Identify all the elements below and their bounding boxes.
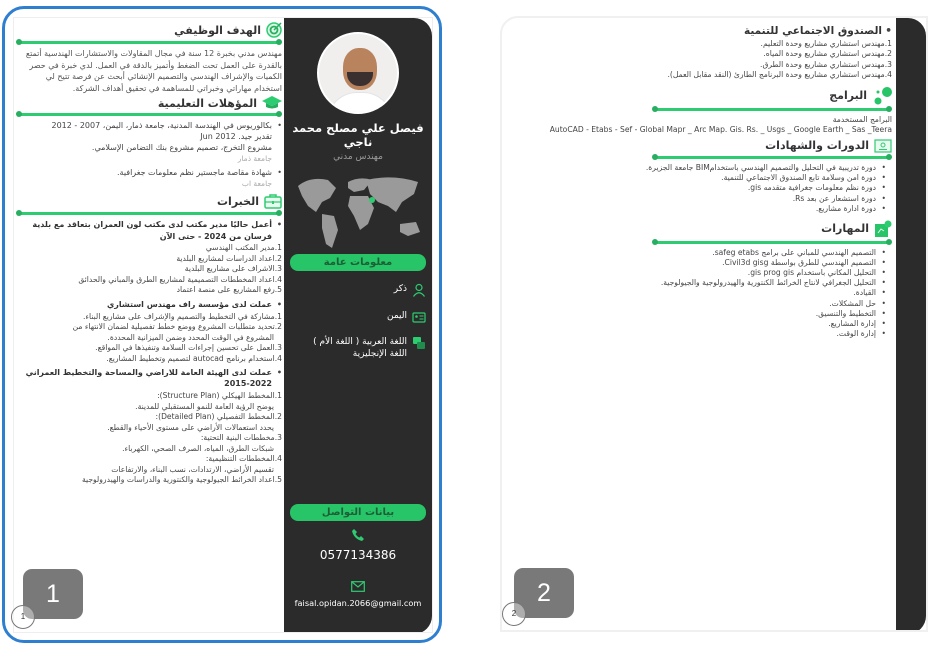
page-2-main-column xyxy=(502,18,898,632)
profile-name: فيصل علي مصلح محمد ناجي xyxy=(292,121,424,149)
task: شبكات الطرق، المياه، الصرف الصحي، الكهرباء. xyxy=(122,443,274,453)
email-icon xyxy=(351,581,365,592)
education-list xyxy=(16,120,282,189)
fund-tasks xyxy=(504,39,892,81)
section-divider xyxy=(654,241,890,244)
task: 3.مهندس استشاري مشاريع وحدة الطرق. xyxy=(760,59,892,69)
general-info-header: معلومات عامة xyxy=(290,254,426,271)
page-number-1: 1 xyxy=(11,605,35,629)
task: 1.المخطط الهيكلي (Structure Plan): xyxy=(157,391,282,401)
experience-list xyxy=(16,219,282,242)
section-divider xyxy=(18,113,280,116)
section-divider xyxy=(654,156,890,159)
skill-item: • التصميم الهندسي للمباني على برامج safeg etabs. xyxy=(504,248,886,258)
email-address: faisal.opidan.2066@gmail.com xyxy=(294,598,422,608)
education-item xyxy=(16,120,282,164)
task: المشروع في الوقت المحدد وضمن الميزانية المحددة. xyxy=(107,332,274,342)
country-value: اليمن xyxy=(386,311,407,321)
task: 1.مدير المكتب الهندسي xyxy=(205,243,282,253)
gender-value: ذكر xyxy=(393,284,407,294)
puzzle-icon xyxy=(874,220,892,238)
course-item: • دورة امن وسلامة تابع الصندوق الاجتماعي للتنمية. xyxy=(504,173,886,183)
objective-title: الهدف الوظيفي xyxy=(174,23,261,37)
skills-list xyxy=(504,248,886,340)
fund-title: • الصندوق الاجتماعي للتنمية xyxy=(504,24,892,38)
education-grade: تقدير جيد. Jun 2012 xyxy=(200,132,272,142)
job-tasks xyxy=(16,391,282,486)
user-icon xyxy=(412,283,426,297)
task: 3.مخططات البنية التحتية: xyxy=(200,433,282,443)
objective-text: مهندس مدني بخبرة 12 سنة في مجال المقاولات والاستشارات الهندسية أتمتع بالقدرة على العمل تحت الضغط وأتميز بالدقة في العمل. لدي خبرة في حصر الكميات والإشراف الهندسي والتصميم الإنشائي أبحث عن فرصة تتيح لي استخدام مهاراتي وخبراتي للمساهمة في تحقيق أهداف الشركة. xyxy=(25,49,282,93)
phone-number: 0577134386 xyxy=(319,548,397,562)
page-badge-1: 1 xyxy=(23,569,83,619)
graduation-cap-icon xyxy=(262,96,282,110)
job-tasks xyxy=(16,243,282,296)
dots-icon xyxy=(872,87,892,105)
page-1-sidebar xyxy=(284,18,432,633)
page-number-2: 2 xyxy=(502,602,526,626)
section-divider xyxy=(654,108,890,111)
skill-item: • التحليل المكاني باستخدام gis prog gis. xyxy=(504,268,886,278)
task: 4.استخدام برنامج autocad لتصميم وتخطيط المشاريع. xyxy=(106,353,282,363)
programs-title: البرامج xyxy=(829,89,867,103)
target-icon xyxy=(266,22,282,38)
course-item: • دورة ادارة مشاريع. xyxy=(504,204,886,214)
skill-item: • إدارة الوقت. xyxy=(504,329,886,339)
briefcase-icon xyxy=(264,193,282,209)
task: 1.مشاركة في التخطيط والتصميم والإشراف على مشاريع البناء. xyxy=(83,311,282,321)
fund-list xyxy=(504,24,892,38)
task: تقسيم الأراضي، الارتدادات، نسب البناء، والارتفاعات xyxy=(111,464,274,474)
education-place: جامعة اب xyxy=(241,179,272,189)
skill-item: • القيادة. xyxy=(504,288,886,298)
task: 5.اعداد الخرائط الجيولوجية والكنتورية والدراسات والهيدرولوجية xyxy=(81,475,282,485)
experience-list xyxy=(16,299,282,310)
education-project: مشروع التخرج، تصميم مشروع بنك التضامن الإسلامي. xyxy=(91,143,272,153)
skills-title: المهارات xyxy=(821,222,869,236)
education-place: جامعة ذمار xyxy=(237,154,272,164)
section-divider xyxy=(18,212,280,215)
page-2-sidebar xyxy=(896,18,926,632)
languages-row xyxy=(313,336,426,360)
contact-info-header: بيانات التواصل xyxy=(290,504,426,521)
certificate-icon xyxy=(874,139,892,153)
page-thumbnail-2[interactable] xyxy=(494,12,914,634)
language-icon xyxy=(412,336,426,350)
skill-item: • التصميم الهندسي للطرق بواسطة Civil3d gisg. xyxy=(504,258,886,268)
skill-item: • التخطيط والتنسيق. xyxy=(504,309,886,319)
education-title: المؤهلات التعليمية xyxy=(157,96,257,110)
page-thumbnail-1[interactable] xyxy=(2,6,442,643)
job-title: • عملت لدى الهيئة العامة للاراضي والمساحة والتخطيط العمراني 2022-2015 xyxy=(16,367,282,389)
experience-title: الخبرات xyxy=(217,194,259,208)
task: 4.المخططات التنظيمية: xyxy=(205,454,282,464)
task: 2.تحديد متطلبات المشروع ووضع خطط تفصيلية لضمان الانتهاء من xyxy=(72,322,282,332)
page-badge-2: 2 xyxy=(514,568,574,618)
task: 2.المخطط التفصيلي (Detailed Plan): xyxy=(155,412,282,422)
skill-item: • إدارة المشاريع. xyxy=(504,319,886,329)
skill-item: • حل المشكلات. xyxy=(504,299,886,309)
phone-icon xyxy=(351,528,365,542)
task: 2.مهندس استشاري مشاريع وحدة المياه. xyxy=(763,49,892,59)
id-card-icon xyxy=(412,310,426,324)
task: يوضح الرؤية العامة للنمو المستقبلي للمدينة. xyxy=(135,401,274,411)
job-tasks xyxy=(16,312,282,365)
task: 2.اعداد الدراسات لمشاريع البلدية xyxy=(176,253,282,263)
skills-section-header xyxy=(504,220,892,238)
education-item xyxy=(16,167,282,189)
task: 3.الاشراف على مشاريع البلدية xyxy=(184,264,282,274)
education-section-header xyxy=(16,96,282,110)
page-1-preview xyxy=(13,17,433,633)
courses-title: الدورات والشهادات xyxy=(765,139,869,153)
job-title: • أعمل حاليًا مدير مكتب لدى مكتب لون العمران بتعاقد مع بلدية فرسان من 2024 - حتى الآن xyxy=(16,219,282,242)
courses-list xyxy=(504,163,886,215)
programs-block xyxy=(504,115,892,136)
profile-photo xyxy=(317,32,399,114)
course-item: • دورة نظم معلومات جغرافية متقدمه gis. xyxy=(504,183,886,193)
programs-section-header xyxy=(504,87,892,105)
course-item: • دورة تدريبية في التحليل والتصميم الهندسي باستخدامBIM جامعة الجزيرة. xyxy=(504,163,886,173)
objective-section-header xyxy=(16,22,282,38)
experience-list xyxy=(16,367,282,389)
page-1-main-column xyxy=(14,18,286,633)
task: 5.رفع المشاريع على منصة اعتماد xyxy=(176,285,282,295)
page-2-preview xyxy=(500,16,928,632)
profile-role: مهندس مدني xyxy=(333,152,383,162)
skill-item: • التحليل الجغرافي لانتاج الخرائط الكنتورية والهيدرولوجية والجيولوجية. xyxy=(504,278,886,288)
task: يحدد استعمالات الأراضي على مستوى الأحياء والقطع. xyxy=(107,422,274,432)
task: 1.مهندس استشاري مشاريع وحدة التعليم. xyxy=(760,39,892,48)
gender-row xyxy=(394,283,426,297)
task: 4.اعداد المخططات التصميمية لمشاريع الطرق والمباني والحدائق xyxy=(78,274,282,284)
job-title: • عملت لدى مؤسسة راف مهندس استشاري xyxy=(16,299,282,310)
courses-section-header xyxy=(504,139,892,153)
experience-section-header xyxy=(16,193,282,209)
world-map-icon xyxy=(292,172,424,252)
language-item: اللغة العربية ( اللغة الأم ) xyxy=(313,337,407,347)
education-degree: • بكالوريوس في الهندسة المدنية، جامعة ذمار، اليمن، 2007 - 2012 xyxy=(51,121,272,131)
task: 3.العمل على تحسين إجراءات السلامة وتنفيذها في المواقع. xyxy=(95,343,282,353)
education-degree: • شهادة مقاصة ماجستير نظم معلومات جغرافية. xyxy=(117,168,272,178)
country-row xyxy=(387,310,426,324)
programs-label: البرامج المستخدمة xyxy=(832,114,892,124)
task: 4.مهندس استشاري مشاريع وحدة البرنامج الطارئ (النقد مقابل العمل). xyxy=(667,70,892,80)
section-divider xyxy=(18,41,280,44)
programs-list: AutoCAD - Etabs - Sef - Global Mapr _ Arc Map. Gis. Rs. _ Usgs _ Google Earth _ Sas _Teera xyxy=(549,125,892,135)
language-item: اللغة الإنجليزية xyxy=(352,349,407,359)
course-item: • دورة استشعار عن بعد Rs. xyxy=(504,194,886,204)
